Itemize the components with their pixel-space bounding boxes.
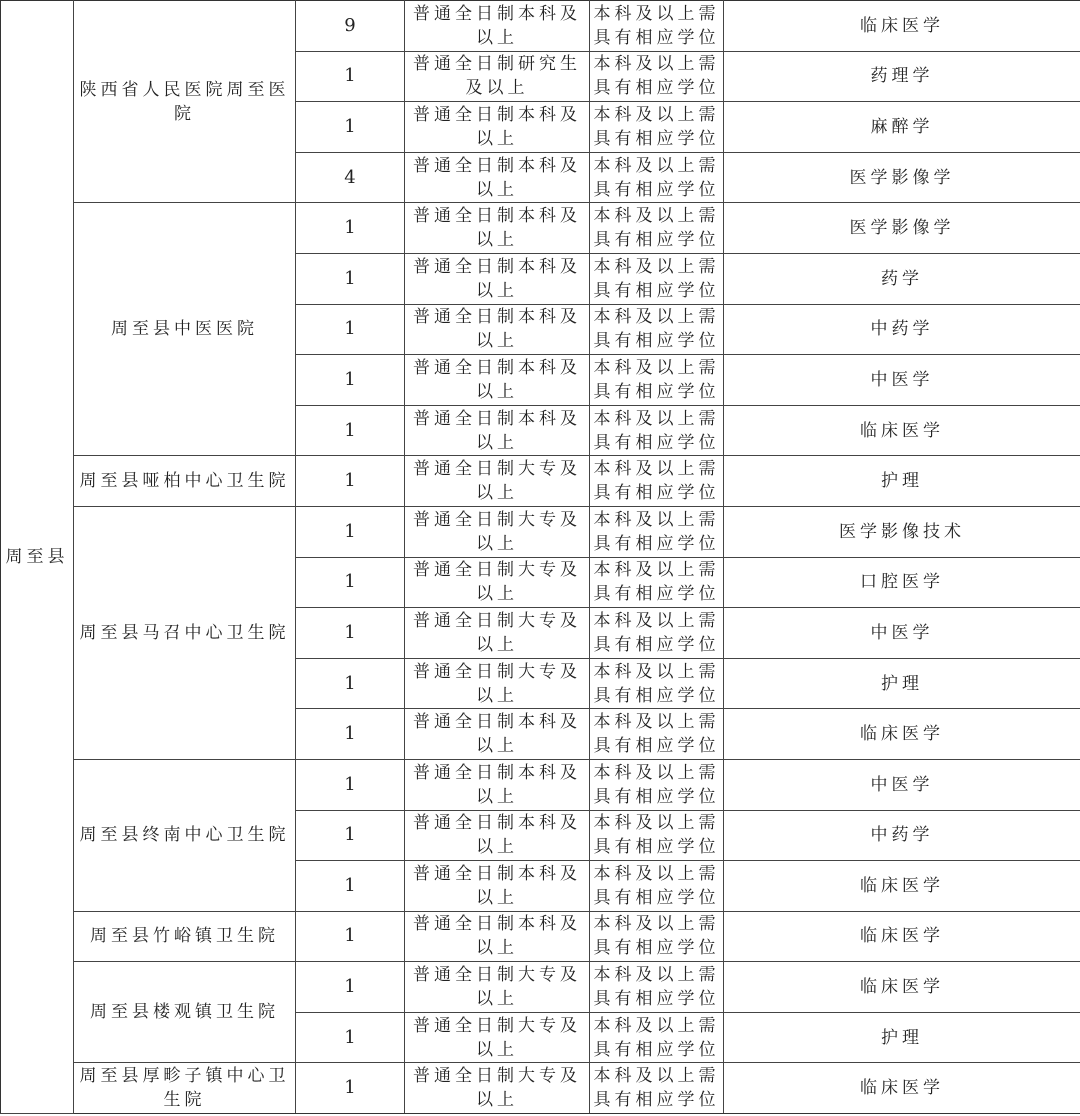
major-cell: 中医学 — [724, 759, 1080, 810]
count-cell: 1 — [296, 709, 405, 760]
major-cell: 临床医学 — [724, 1, 1080, 52]
unit-cell: 周至县中医医院 — [74, 203, 296, 456]
major-cell: 护理 — [724, 456, 1080, 507]
degree-cell: 本科及以上需具有相应学位 — [590, 658, 724, 709]
count-cell: 1 — [296, 304, 405, 355]
degree-cell: 本科及以上需具有相应学位 — [590, 456, 724, 507]
degree-cell: 本科及以上需具有相应学位 — [590, 1, 724, 52]
table-row — [1, 911, 1080, 962]
education-cell: 普通全日制本科及以上 — [405, 355, 590, 406]
unit-cell: 周至县哑柏中心卫生院 — [74, 456, 296, 507]
major-cell: 临床医学 — [724, 911, 1080, 962]
education-cell: 普通全日制本科及以上 — [405, 152, 590, 203]
unit-cell: 周至县终南中心卫生院 — [74, 759, 296, 911]
education-cell: 普通全日制大专及以上 — [405, 557, 590, 608]
major-cell: 护理 — [724, 658, 1080, 709]
count-cell: 1 — [296, 203, 405, 254]
education-cell: 普通全日制本科及以上 — [405, 304, 590, 355]
major-cell: 中药学 — [724, 810, 1080, 861]
major-cell: 临床医学 — [724, 709, 1080, 760]
major-cell: 药理学 — [724, 51, 1080, 102]
count-cell: 1 — [296, 405, 405, 456]
degree-cell: 本科及以上需具有相应学位 — [590, 608, 724, 659]
major-cell: 中药学 — [724, 304, 1080, 355]
count-cell: 1 — [296, 355, 405, 406]
education-cell: 普通全日制大专及以上 — [405, 658, 590, 709]
unit-cell: 陕西省人民医院周至医院 — [74, 1, 296, 203]
degree-cell: 本科及以上需具有相应学位 — [590, 557, 724, 608]
degree-cell: 本科及以上需具有相应学位 — [590, 152, 724, 203]
table-row — [1, 759, 1080, 810]
table-row — [1, 203, 1080, 254]
count-cell: 1 — [296, 861, 405, 912]
degree-cell: 本科及以上需具有相应学位 — [590, 861, 724, 912]
degree-cell: 本科及以上需具有相应学位 — [590, 253, 724, 304]
major-cell: 护理 — [724, 1012, 1080, 1063]
count-cell: 1 — [296, 810, 405, 861]
education-cell: 普通全日制大专及以上 — [405, 1063, 590, 1114]
major-cell: 临床医学 — [724, 861, 1080, 912]
education-cell: 普通全日制本科及以上 — [405, 810, 590, 861]
education-cell: 普通全日制大专及以上 — [405, 1012, 590, 1063]
degree-cell: 本科及以上需具有相应学位 — [590, 1012, 724, 1063]
unit-cell: 周至县马召中心卫生院 — [74, 506, 296, 759]
education-cell: 普通全日制本科及以上 — [405, 1, 590, 52]
degree-cell: 本科及以上需具有相应学位 — [590, 709, 724, 760]
count-cell: 1 — [296, 1012, 405, 1063]
major-cell: 医学影像学 — [724, 203, 1080, 254]
table-row — [1, 1, 1080, 52]
table-row — [1, 962, 1080, 1013]
unit-cell: 周至县竹峪镇卫生院 — [74, 911, 296, 962]
degree-cell: 本科及以上需具有相应学位 — [590, 506, 724, 557]
education-cell: 普通全日制本科及以上 — [405, 405, 590, 456]
count-cell: 1 — [296, 456, 405, 507]
major-cell: 中医学 — [724, 355, 1080, 406]
degree-cell: 本科及以上需具有相应学位 — [590, 759, 724, 810]
degree-cell: 本科及以上需具有相应学位 — [590, 355, 724, 406]
education-cell: 普通全日制本科及以上 — [405, 861, 590, 912]
count-cell: 4 — [296, 152, 405, 203]
major-cell: 口腔医学 — [724, 557, 1080, 608]
education-cell: 普通全日制本科及以上 — [405, 759, 590, 810]
degree-cell: 本科及以上需具有相应学位 — [590, 102, 724, 153]
count-cell: 1 — [296, 608, 405, 659]
education-cell: 普通全日制大专及以上 — [405, 456, 590, 507]
major-cell: 临床医学 — [724, 962, 1080, 1013]
count-cell: 1 — [296, 759, 405, 810]
count-cell: 1 — [296, 911, 405, 962]
count-cell: 1 — [296, 253, 405, 304]
count-cell: 1 — [296, 506, 405, 557]
education-cell: 普通全日制大专及以上 — [405, 608, 590, 659]
county-cell: 周至县 — [1, 1, 74, 1114]
degree-cell: 本科及以上需具有相应学位 — [590, 810, 724, 861]
table-row — [1, 506, 1080, 557]
major-cell: 药学 — [724, 253, 1080, 304]
count-cell: 1 — [296, 658, 405, 709]
count-cell: 9 — [296, 1, 405, 52]
degree-cell: 本科及以上需具有相应学位 — [590, 911, 724, 962]
major-cell: 医学影像技术 — [724, 506, 1080, 557]
education-cell: 普通全日制本科及以上 — [405, 709, 590, 760]
degree-cell: 本科及以上需具有相应学位 — [590, 962, 724, 1013]
count-cell: 1 — [296, 557, 405, 608]
education-cell: 普通全日制大专及以上 — [405, 962, 590, 1013]
degree-cell: 本科及以上需具有相应学位 — [590, 1063, 724, 1114]
table-row — [1, 1063, 1080, 1114]
table-row — [1, 456, 1080, 507]
education-cell: 普通全日制大专及以上 — [405, 506, 590, 557]
degree-cell: 本科及以上需具有相应学位 — [590, 203, 724, 254]
education-cell: 普通全日制本科及以上 — [405, 203, 590, 254]
count-cell: 1 — [296, 962, 405, 1013]
degree-cell: 本科及以上需具有相应学位 — [590, 405, 724, 456]
unit-cell: 周至县楼观镇卫生院 — [74, 962, 296, 1063]
education-cell: 普通全日制本科及以上 — [405, 253, 590, 304]
unit-cell: 周至县厚畛子镇中心卫生院 — [74, 1063, 296, 1114]
major-cell: 临床医学 — [724, 1063, 1080, 1114]
degree-cell: 本科及以上需具有相应学位 — [590, 304, 724, 355]
education-cell: 普通全日制本科及以上 — [405, 911, 590, 962]
count-cell: 1 — [296, 102, 405, 153]
major-cell: 临床医学 — [724, 405, 1080, 456]
major-cell: 麻醉学 — [724, 102, 1080, 153]
education-cell: 普通全日制研究生及以上 — [405, 51, 590, 102]
count-cell: 1 — [296, 51, 405, 102]
education-cell: 普通全日制本科及以上 — [405, 102, 590, 153]
major-cell: 中医学 — [724, 608, 1080, 659]
major-cell: 医学影像学 — [724, 152, 1080, 203]
count-cell: 1 — [296, 1063, 405, 1114]
degree-cell: 本科及以上需具有相应学位 — [590, 51, 724, 102]
